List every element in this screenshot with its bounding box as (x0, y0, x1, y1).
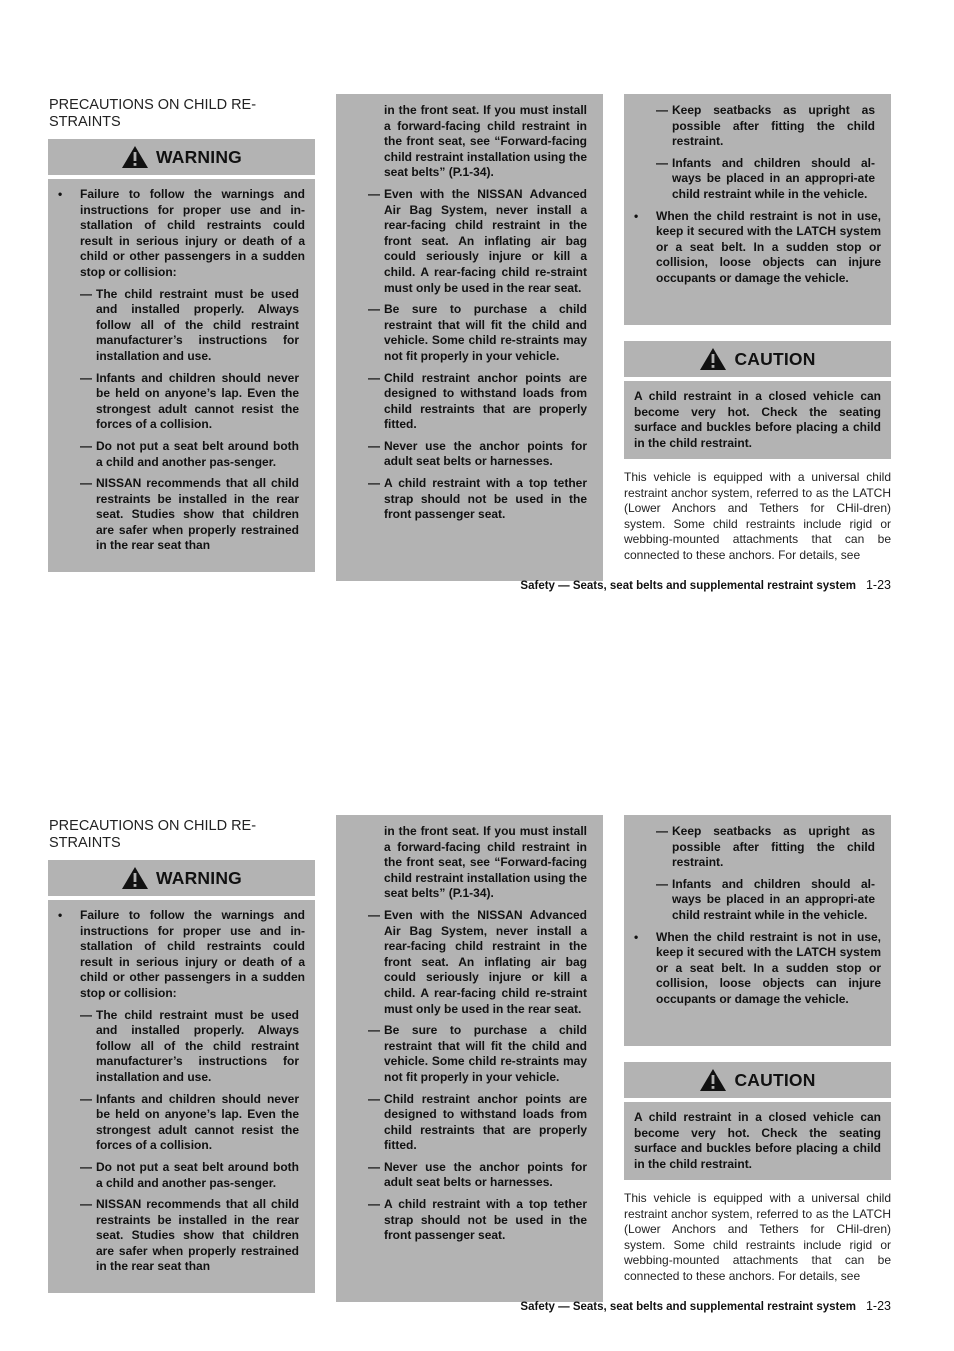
caution-title: CAUTION (734, 1069, 816, 1090)
warning-dash-item: — NISSAN recommends that all child restraints be installed in the rear seat. Studies show that children are safer when properly restrained in the rear seat than (80, 1197, 299, 1274)
warning-dash-item: — Never use the anchor points for adult seat belts or harnesses. (368, 438, 587, 469)
page-footer (400, 1299, 891, 1313)
warning-dash-item: — Infants and children should al-ways be placed in an appropri-ate child restraint while in the vehicle. (656, 876, 875, 922)
warning-dash-item: — NISSAN recommends that all child restraints be installed in the rear seat. Studies show that children are safer when properly restrained in the rear seat than (80, 476, 299, 553)
warning-triangle-icon (699, 1068, 727, 1092)
warning-body-col3 (624, 94, 891, 325)
caution-banner (624, 341, 891, 377)
warning-body-col3 (624, 815, 891, 1046)
caution-title: CAUTION (734, 348, 816, 369)
warning-dash-item: — Child restraint anchor points are designed to withstand loads from child restraints that are properly fitted. (368, 370, 587, 432)
warning-dash-item: — Infants and children should al-ways be placed in an appropri-ate child restraint while in the vehicle. (656, 155, 875, 201)
warning-body-col2 (336, 94, 603, 581)
warning-banner (48, 860, 315, 896)
warning-dash-item: — The child restraint must be used and installed properly. Always follow all of the child restraint manufacturer’s instructions for installation and use. (80, 286, 299, 363)
warning-body-col2 (336, 815, 603, 1302)
section-heading: PRECAUTIONS ON CHILD RE- STRAINTS (49, 818, 257, 851)
warning-dash-item: — Do not put a seat belt around both a child and another pas-senger. (80, 438, 299, 469)
latch-paragraph: This vehicle is equipped with a universal child restraint anchor system, referred to as the LATCH (Lower Anchors and Tethers for CHil-dren) system. Some child restraints include rigid or webbing-mounted attachments that can be connected to these anchors. For details, see (624, 470, 891, 562)
latch-paragraph: This vehicle is equipped with a universal child restraint anchor system, referred to as the LATCH (Lower Anchors and Tethers for CHil-dren) system. Some child restraints include rigid or webbing-mounted attachments that can be connected to these anchors. For details, see (624, 1191, 891, 1283)
warning-bullet: • Failure to follow the warnings and instructions for proper use and in-stallation of child restraints could result in serious injury or death of a child or other passengers in a sudden stop or collision: (58, 908, 305, 1000)
warning-dash-item: — Be sure to purchase a child restraint that will fit the child and vehicle. Some child re-straints may not fit properly in your vehicle. (368, 1023, 587, 1084)
warning-dash-item: — Keep seatbacks as upright as possible after fitting the child restraint. (656, 103, 875, 149)
page-top (0, 0, 954, 600)
page-number: 1-23 (865, 578, 891, 592)
warning-bullet: • Failure to follow the warnings and instructions for proper use and in-stallation of child restraints could result in serious injury or death of a child or other passengers in a sudden stop or collision: (58, 187, 305, 279)
warning-triangle-icon (121, 145, 149, 169)
warning-dash-item: — Even with the NISSAN Advanced Air Bag System, never install a rear-facing child restraint in the front seat. An inflating air bag could seriously injure or kill a child. A rear-facing child re-straint must only be used in the rear seat. (368, 186, 587, 295)
warning-dash-item: — Infants and children should never be held on anyone’s lap. Even the strongest adult cannot resist the forces of a collision. (80, 370, 299, 432)
caution-banner (624, 1062, 891, 1098)
warning-dash-item: — Even with the NISSAN Advanced Air Bag System, never install a rear-facing child restraint in the front seat. An inflating air bag could seriously injure or kill a child. A rear-facing child re-straint must only be used in the rear seat. (368, 907, 587, 1016)
warning-triangle-icon (699, 347, 727, 371)
warning-body-col1 (48, 179, 315, 572)
warning-continued-text: in the front seat. If you must install a forward-facing child restraint in the front seat, see “Forward-facing child restraint installation using the seat belts” (P.1-34). (384, 824, 587, 901)
warning-body-col1 (48, 900, 315, 1293)
warning-dash-item: — Be sure to purchase a child restraint that will fit the child and vehicle. Some child re-straints may not fit properly in your vehicle. (368, 302, 587, 363)
warning-dash-item: — Keep seatbacks as upright as possible after fitting the child restraint. (656, 824, 875, 870)
warning-bullet: • When the child restraint is not in use, keep it secured with the LATCH system or a seat belt. In a sudden stop or collision, loose objects can injure occupants or damage the vehicle. (634, 929, 881, 1006)
footer-section: Safety — Seats, seat belts and supplemental restraint system (520, 1301, 856, 1313)
warning-title: WARNING (156, 146, 242, 167)
warning-continued-text: in the front seat. If you must install a forward-facing child restraint in the front seat, see “Forward-facing child restraint installation using the seat belts” (P.1-34). (384, 103, 587, 180)
warning-dash-item: — Never use the anchor points for adult seat belts or harnesses. (368, 1159, 587, 1190)
warning-dash-item: — Child restraint anchor points are designed to withstand loads from child restraints that are properly fitted. (368, 1091, 587, 1153)
warning-dash-item: — A child restraint with a top tether strap should not be used in the front passenger seat. (368, 476, 587, 522)
warning-bullet: • When the child restraint is not in use, keep it secured with the LATCH system or a seat belt. In a sudden stop or collision, loose objects can injure occupants or damage the vehicle. (634, 208, 881, 285)
warning-dash-item: — The child restraint must be used and installed properly. Always follow all of the child restraint manufacturer’s instructions for installation and use. (80, 1007, 299, 1084)
section-heading: PRECAUTIONS ON CHILD RE- STRAINTS (49, 97, 257, 130)
page-bottom (0, 721, 954, 1321)
caution-body: A child restraint in a closed vehicle can become very hot. Check the seating surface and buckles before placing a child in the child restraint. (624, 381, 891, 459)
warning-dash-item: — Do not put a seat belt around both a child and another pas-senger. (80, 1159, 299, 1190)
warning-dash-item: — Infants and children should never be held on anyone’s lap. Even the strongest adult cannot resist the forces of a collision. (80, 1091, 299, 1153)
warning-triangle-icon (121, 866, 149, 890)
page-number: 1-23 (865, 1299, 891, 1313)
warning-banner (48, 139, 315, 175)
warning-title: WARNING (156, 867, 242, 888)
page-footer (400, 578, 891, 592)
footer-section: Safety — Seats, seat belts and supplemental restraint system (520, 580, 856, 592)
warning-dash-item: — A child restraint with a top tether strap should not be used in the front passenger seat. (368, 1197, 587, 1243)
caution-body: A child restraint in a closed vehicle can become very hot. Check the seating surface and buckles before placing a child in the child restraint. (624, 1102, 891, 1180)
